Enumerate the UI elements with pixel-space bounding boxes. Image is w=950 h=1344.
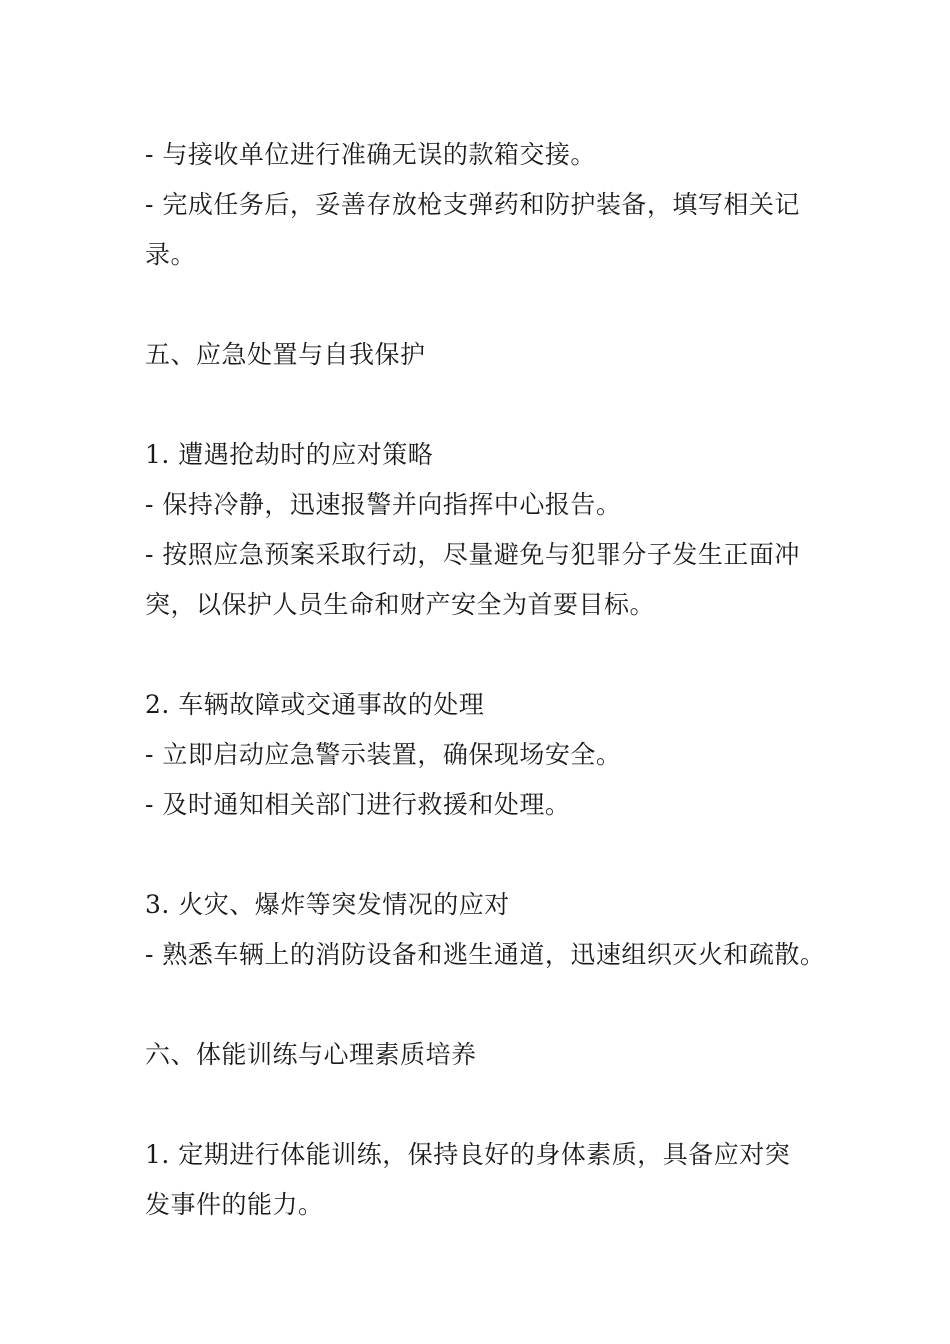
item-title-vehicle-fault: 2. 车辆故障或交通事故的处理 bbox=[145, 690, 485, 719]
item-title-robbery: 1. 遭遇抢劫时的应对策略 bbox=[145, 440, 434, 469]
bullet-storage-line1: - 完成任务后，妥善存放枪支弹药和防护装备，填写相关记 bbox=[145, 190, 800, 219]
spacer bbox=[145, 380, 815, 430]
bullet-handover: - 与接收单位进行准确无误的款箱交接。 bbox=[145, 140, 596, 169]
bullet-stay-calm: - 保持冷静，迅速报警并向指挥中心报告。 bbox=[145, 490, 622, 519]
item-physical-training-line1: 1. 定期进行体能训练，保持良好的身体素质，具备应对突 bbox=[145, 1140, 791, 1169]
bullet-emergency-plan-line1: - 按照应急预案采取行动，尽量避免与犯罪分子发生正面冲 bbox=[145, 540, 800, 569]
bullet-emergency-plan-line2: 突，以保护人员生命和财产安全为首要目标。 bbox=[145, 590, 656, 619]
section-heading-emergency: 五、应急处置与自我保护 bbox=[145, 340, 426, 369]
spacer bbox=[145, 830, 815, 880]
bullet-warning-device: - 立即启动应急警示装置，确保现场安全。 bbox=[145, 740, 622, 769]
spacer bbox=[145, 980, 815, 1030]
bullet-notify-departments: - 及时通知相关部门进行救援和处理。 bbox=[145, 790, 571, 819]
spacer bbox=[145, 280, 815, 330]
item-title-fire-explosion: 3. 火灾、爆炸等突发情况的应对 bbox=[145, 890, 510, 919]
spacer bbox=[145, 630, 815, 680]
bullet-fire-equipment: - 熟悉车辆上的消防设备和逃生通道，迅速组织灭火和疏散。 bbox=[145, 940, 826, 969]
spacer bbox=[145, 1080, 815, 1130]
document-page bbox=[145, 130, 826, 1230]
bullet-storage-line2: 录。 bbox=[145, 240, 197, 269]
item-physical-training-line2: 发事件的能力。 bbox=[145, 1190, 324, 1219]
section-heading-training: 六、体能训练与心理素质培养 bbox=[145, 1040, 477, 1069]
